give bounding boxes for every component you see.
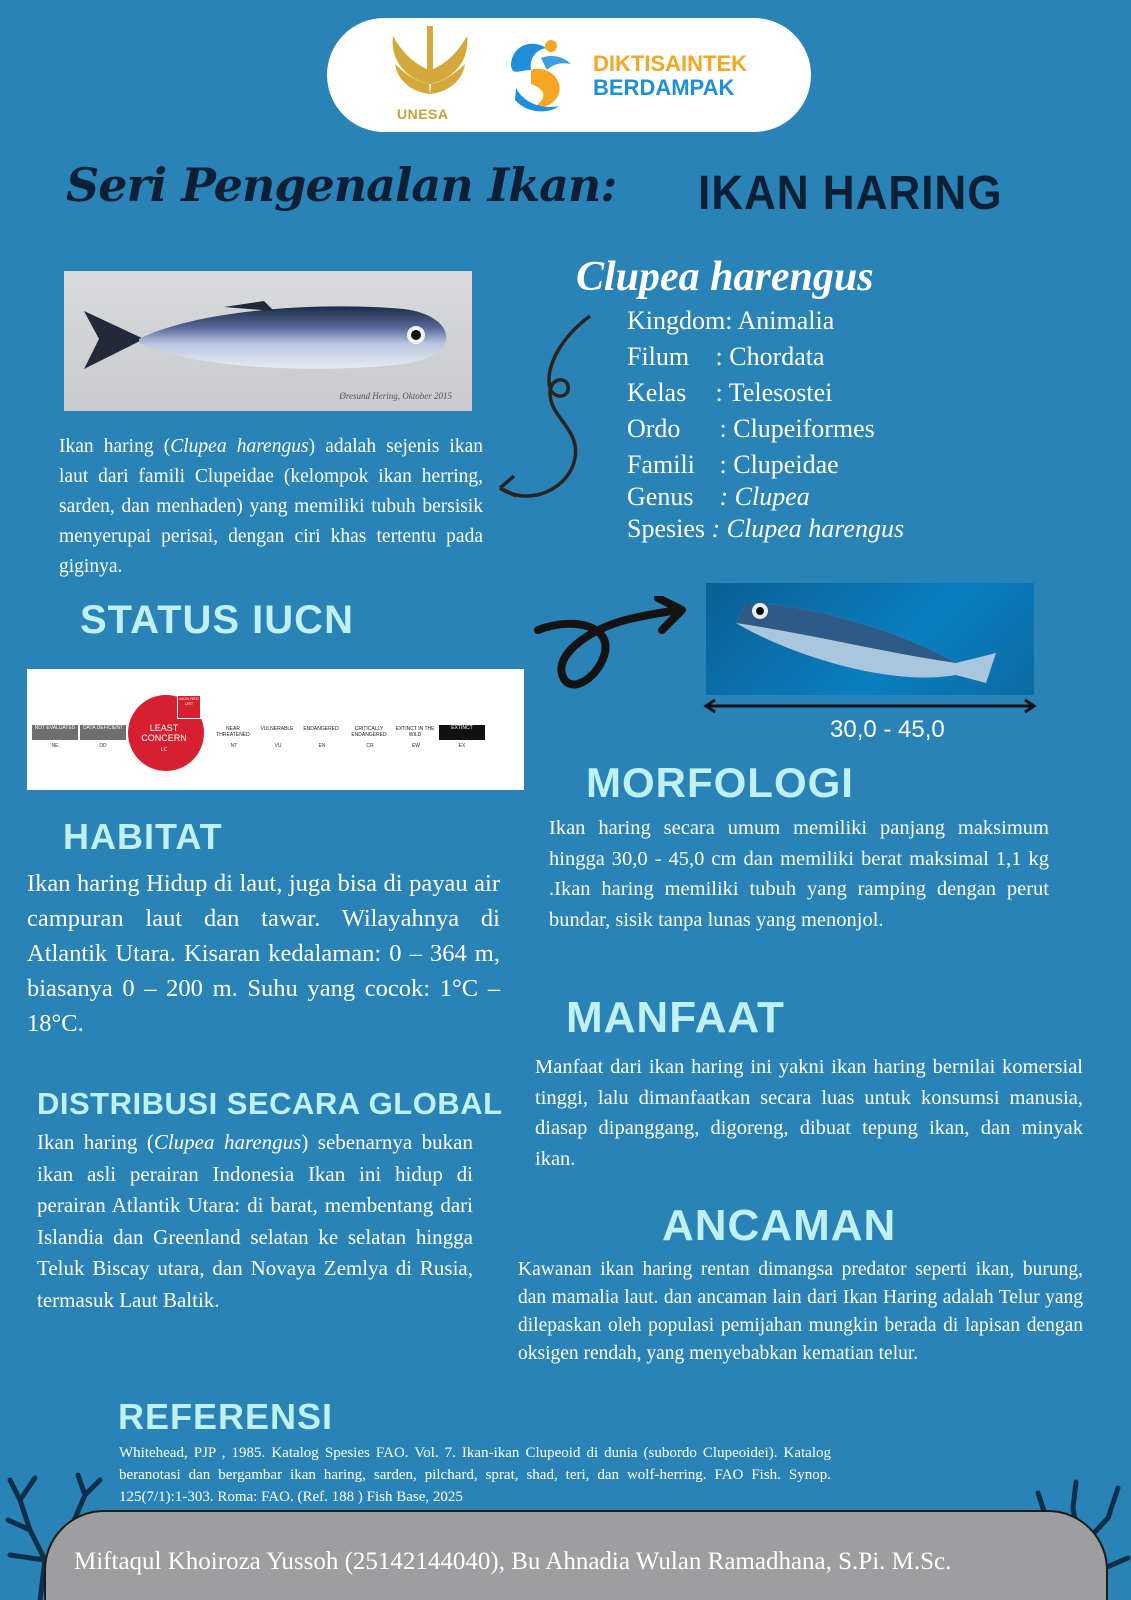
distribusi-paragraph (37, 1127, 473, 1316)
taxonomy-value: Clupea (734, 482, 810, 511)
photo-caption: Øresund Hering, Oktober 2015 (339, 391, 452, 401)
taxonomy-separator: : (713, 414, 734, 443)
taxonomy-row-genus (627, 483, 904, 511)
distribusi-heading: DISTRIBUSI SECARA GLOBAL (37, 1086, 503, 1121)
morfologi-paragraph: Ikan haring secara umum memiliki panjang maksimum hingga 30,0 - 45,0 cm dan memiliki berat maksimal 1,1 kg .Ikan haring memiliki tubuh yang ramping dengan perut bundar, sisik tanpa lunas yang menonjol. (549, 817, 1049, 931)
intro-sci-name: Clupea harengus (170, 436, 309, 457)
unesa-logo-icon (385, 24, 475, 112)
referensi-paragraph: Whitehead, PJP , 1985. Katalog Spesies FAO. Vol. 7. Ikan-ikan Clupeoid di dunia (subordo Clupeoidei). Katalog beranotasi dan bergambar ikan haring, sarden, pilchard, sprat, shad, teri, dan wolf-herring. FAO Fish. Synop. 125(7/1):1-303. Roma: FAO. (Ref. 188 ) Fish Base, 2025 (119, 1445, 831, 1505)
diktisaintek-logo-icon (501, 36, 581, 114)
iucn-category-ne: NOT EVALUATED (32, 725, 78, 740)
taxonomy-value: Clupeidae (733, 450, 839, 479)
iucn-least-concern-label: LEAST CONCERN (141, 723, 187, 743)
iucn-abbr-cr: CR (366, 743, 374, 749)
swirl-arrow-icon (534, 596, 694, 706)
taxonomy-separator: : (705, 514, 727, 543)
taxonomy-value: Animalia (737, 306, 835, 335)
poster-title-fish: IKAN HARING (698, 167, 1003, 220)
iucn-abbr-ne: NE (51, 743, 59, 749)
taxonomy-label: Kingdom (627, 306, 726, 335)
taxonomy-separator: : (709, 342, 730, 371)
taxonomy-separator: : (725, 306, 738, 335)
iucn-category-cr: CRITICALLY ENDANGERED (351, 726, 387, 738)
iucn-category-nt: NEAR THREATENED (216, 726, 250, 738)
iucn-category-ew: EXTINCT IN THE WILD (395, 726, 435, 738)
iucn-category-ex: EXTINCT (439, 725, 485, 740)
intro-rest: ) adalah sejenis ikan laut dari famili Clupeidae (kelompok ikan herring, sarden, dan menhaden) yang memiliki tubuh bersisik menyerupai perisai, dengan ciri khas tertentu pada giginya. (59, 436, 483, 577)
herring-photo-underwater (706, 583, 1034, 695)
iucn-category-dd: DATA DEFICIENT (80, 725, 126, 740)
taxonomy-label: Filum (627, 342, 690, 371)
taxonomy-value: Clupeiformes (733, 414, 875, 443)
taxonomy-row-filum (627, 339, 904, 375)
taxonomy-separator: : (709, 378, 729, 407)
taxonomy-value: Telesostei (728, 378, 833, 407)
iucn-category-vu: VULNERABLE (260, 726, 294, 732)
taxonomy-row-kelas (627, 375, 904, 411)
iucn-category-en: ENDANGERED (303, 726, 339, 732)
ancaman-heading: ANCAMAN (662, 1201, 897, 1250)
distribusi-sci-name: Clupea harengus (153, 1130, 302, 1154)
taxonomy-label: Spesies (627, 514, 705, 543)
unesa-label: UNESA (397, 106, 449, 122)
poster-title-series: Seri Pengenalan Ikan: (66, 158, 617, 212)
dikti-line2: BERDAMPAK (593, 75, 735, 100)
length-arrow-icon (703, 698, 1037, 714)
iucn-abbr-nt: NT (230, 743, 238, 749)
taxonomy-label: Famili (627, 450, 695, 479)
taxonomy-value: Clupea harengus (726, 514, 905, 543)
footer-credits: Miftaqul Khoiroza Yussoh (25142144040), Bu Ahnadia Wulan Ramadhana, S.Pi. M.Sc. (74, 1548, 952, 1575)
iucn-red-list-logo: IUCN RED LIST (177, 695, 201, 719)
iucn-abbr-ex: EX (458, 743, 466, 749)
iucn-status-scale (27, 669, 524, 790)
size-range-label: 30,0 - 45,0 (830, 716, 945, 743)
manfaat-paragraph: Manfaat dari ikan haring ini yakni ikan haring bernilai komersial tinggi, lalu dimanfaatkan secara luas untuk konsumsi manusia, diasap dipanggang, digoreng, dibuat tepung ikan, dan minyak ikan. (535, 1056, 1083, 1170)
iucn-abbr-vu: VU (274, 743, 282, 749)
taxonomy-row-famili (627, 447, 904, 483)
status-iucn-heading: STATUS IUCN (80, 598, 354, 642)
intro-paragraph (59, 432, 483, 582)
taxonomy-separator: : (713, 482, 735, 511)
distribusi-rest: ) sebenarnya bukan ikan asli perairan Indonesia Ikan ini hidup di perairan Atlantik Utara: di barat, membentang dari Islandia dan Greenland selatan ke selatan hingga Teluk Biscay utara, dan Novaya Zemlya di Rusia, termasuk Laut Baltik. (37, 1130, 473, 1312)
taxonomy-list (627, 303, 904, 547)
taxonomy-row-kingdom (627, 303, 904, 339)
taxonomy-row-spesies (627, 511, 904, 547)
taxonomy-label: Genus (627, 482, 694, 511)
curly-arrow-icon (490, 308, 600, 508)
scientific-name-heading: Clupea harengus (576, 254, 874, 300)
iucn-abbr-dd: DD (99, 743, 107, 749)
herring-photo-side (64, 271, 472, 411)
taxonomy-value: Chordata (729, 342, 825, 371)
taxonomy-label: Ordo (627, 414, 681, 443)
habitat-paragraph: Ikan haring Hidup di laut, juga bisa di payau air campuran laut dan tawar. Wilayahnya di Atlantik Utara. Kisaran kedalaman: 0 – 364 m, biasanya 0 – 200 m. Suhu yang cocok: 1°C – 18°C. (27, 870, 500, 1037)
intro-prefix: Ikan haring ( (59, 436, 171, 457)
taxonomy-row-ordo (627, 411, 904, 447)
iucn-abbr-ew: EW (411, 743, 421, 749)
distribusi-prefix: Ikan haring ( (37, 1130, 154, 1154)
taxonomy-label: Kelas (627, 378, 687, 407)
manfaat-heading: MANFAAT (566, 993, 785, 1042)
taxonomy-separator: : (713, 450, 734, 479)
herring-swimming-icon (706, 583, 1034, 695)
herring-fish-icon (64, 271, 472, 411)
logo-banner (327, 18, 811, 132)
habitat-heading: HABITAT (63, 816, 223, 857)
referensi-heading: REFERENSI (118, 1396, 334, 1437)
morfologi-heading: MORFOLOGI (586, 759, 854, 806)
iucn-least-concern-abbr: LC (160, 747, 168, 753)
iucn-abbr-en: EN (318, 743, 326, 749)
ancaman-paragraph: Kawanan ikan haring rentan dimangsa predator seperti ikan, burung, dan mamalia laut. dan ancaman lain dari Ikan Haring adalah Telur yang dilepaskan oleh populasi pemijahan mungkin berada di lapisan dengan oksigen rendah, yang menyebabkan kematian telur. (518, 1259, 1083, 1364)
dikti-line1: DIKTISAINTEK (593, 51, 747, 76)
diktisaintek-wordmark (593, 52, 747, 100)
